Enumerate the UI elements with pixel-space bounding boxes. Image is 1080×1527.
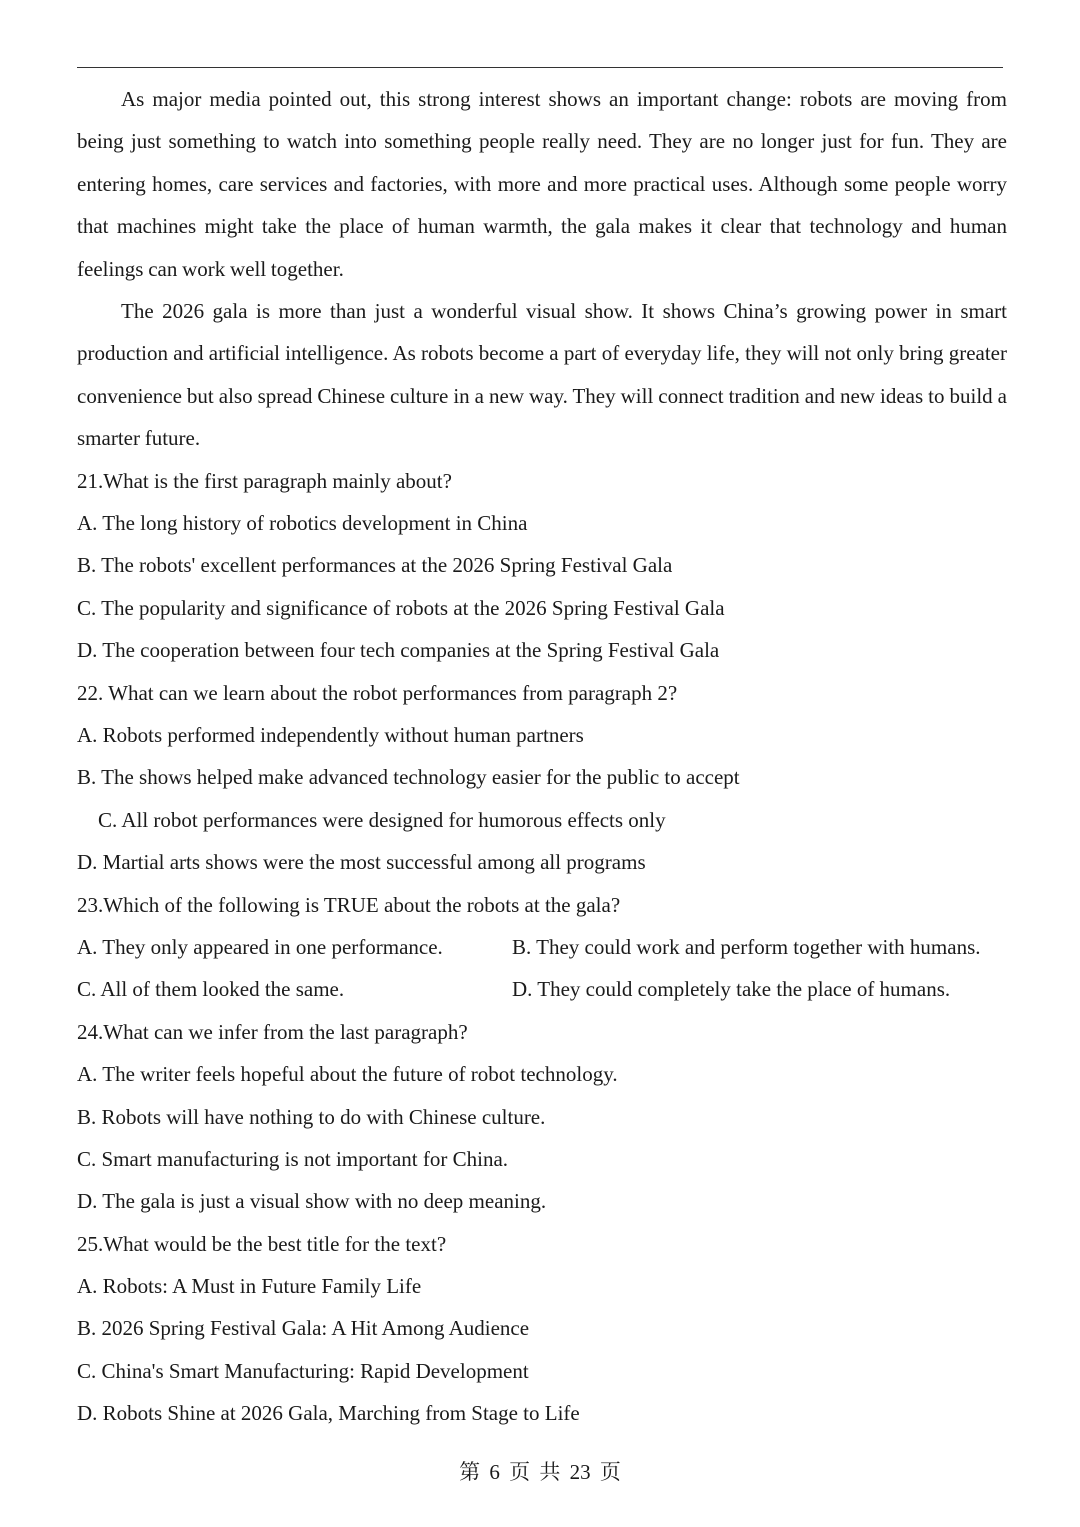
answer-option: C. The popularity and significance of robots at the 2026 Spring Festival Gala — [77, 595, 725, 620]
question-stem: 23.Which of the following is TRUE about the robots at the gala? — [77, 892, 621, 917]
question-25 — [77, 1223, 1007, 1435]
answer-option: B. The shows helped make advanced technology easier for the public to accept — [77, 765, 740, 790]
answer-option: A. They only appeared in one performance. — [77, 934, 443, 959]
answer-option: A. The writer feels hopeful about the future of robot technology. — [77, 1062, 618, 1087]
question-stem: 21.What is the first paragraph mainly about? — [77, 468, 452, 493]
answer-option: B. 2026 Spring Festival Gala: A Hit Among Audience — [77, 1316, 530, 1341]
passage-paragraph: As major media pointed out, this strong interest shows an important change: robots are moving from being just something to watch into something people really need. They are no longer just for fun. They are entering homes, care services and factories, with more and more practical uses. Although some people worry that machines might take the place of human warmth, the gala makes it clear that technology and human feelings can work well together. — [77, 87, 1007, 281]
answer-option: D. Martial arts shows were the most successful among all programs — [77, 850, 646, 875]
answer-option: B. They could work and perform together with humans. — [512, 934, 981, 959]
passage-paragraph: The 2026 gala is more than just a wonderful visual show. It shows China’s growing power in smart production and artificial intelligence. As robots become a part of everyday life, they will not only bring greater convenience but also spread Chinese culture in a new way. They will connect tradition and new ideas to build a smarter future. — [77, 299, 1007, 451]
question-24 — [77, 1011, 1007, 1223]
answer-option: A. Robots: A Must in Future Family Life — [77, 1274, 422, 1299]
answer-option: C. China's Smart Manufacturing: Rapid Development — [77, 1358, 529, 1383]
question-23 — [77, 884, 1007, 1011]
answer-option: A. Robots performed independently without human partners — [77, 723, 584, 747]
question-stem: 22. What can we learn about the robot performances from paragraph 2? — [77, 680, 678, 705]
answer-option-row — [77, 968, 1007, 1010]
answer-option-row — [77, 926, 1007, 968]
answer-option: D. Robots Shine at 2026 Gala, Marching from Stage to Life — [77, 1401, 580, 1426]
header-rule — [77, 67, 1003, 68]
page-number-footer: 第 6 页 共 23 页 — [459, 1460, 621, 1484]
answer-option: D. The cooperation between four tech companies at the Spring Festival Gala — [77, 638, 720, 663]
answer-option: D. The gala is just a visual show with no deep meaning. — [77, 1189, 547, 1214]
page-content — [77, 78, 1007, 1435]
question-stem: 25.What would be the best title for the text? — [77, 1231, 447, 1256]
answer-option: D. They could completely take the place of humans. — [512, 977, 951, 1002]
answer-option: C. All robot performances were designed for humorous effects only — [98, 807, 666, 832]
question-stem: 24.What can we infer from the last paragraph? — [77, 1019, 468, 1044]
answer-option: C. Smart manufacturing is not important for China. — [77, 1146, 509, 1171]
answer-option: A. The long history of robotics development in China — [77, 511, 528, 536]
question-22 — [77, 672, 1007, 884]
answer-option: C. All of them looked the same. — [77, 977, 345, 1002]
answer-option: B. Robots will have nothing to do with Chinese culture. — [77, 1104, 546, 1129]
question-21 — [77, 460, 1007, 672]
answer-option: B. The robots' excellent performances at the 2026 Spring Festival Gala — [77, 553, 673, 578]
